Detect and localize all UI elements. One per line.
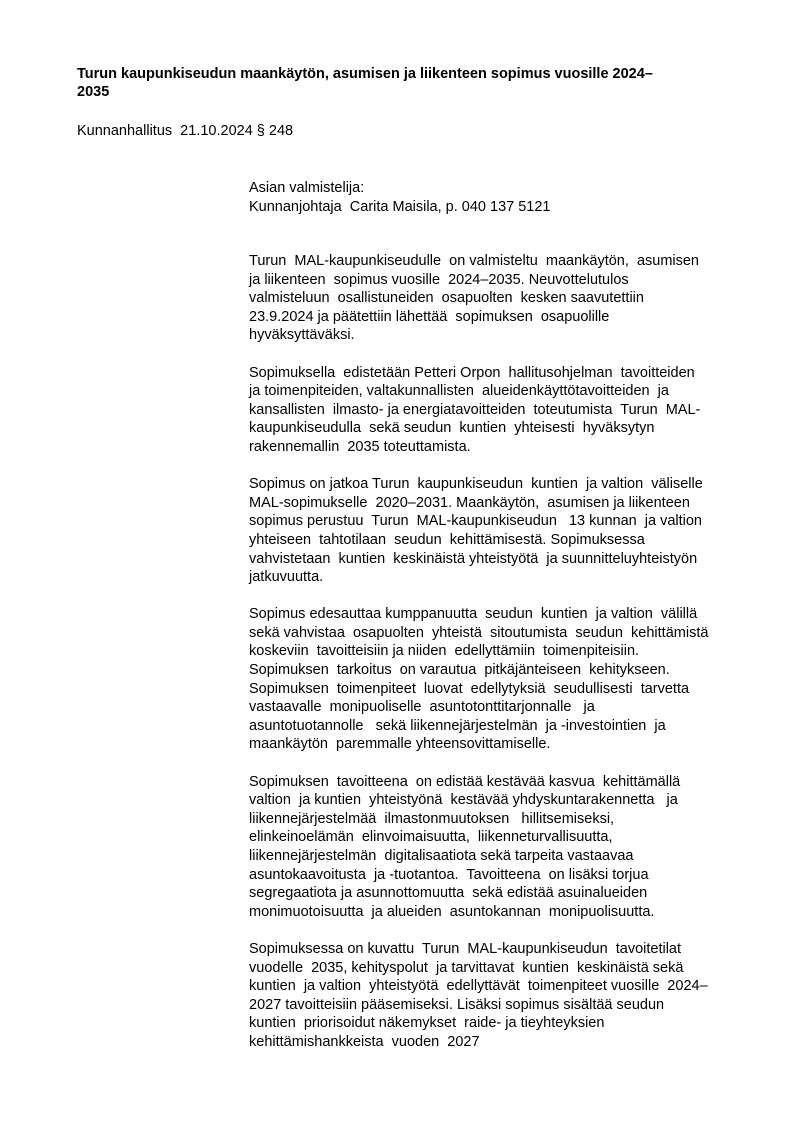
paragraph-line: Sopimuksen tarkoitus on varautua pitkäjänteiseen kehitykseen. bbox=[249, 662, 670, 679]
paragraph-line: segregaatiota ja asunnottomuutta sekä edistää asuinalueiden bbox=[249, 885, 648, 902]
paragraph bbox=[249, 252, 749, 345]
paragraph-line: liikennejärjestelmän digitalisaatiota sekä tarpeita vastaavaa bbox=[249, 848, 634, 864]
paragraph-line: vahvistetaan kuntien keskinäistä yhteistyötä ja suunnitteluyhteistyön bbox=[249, 550, 698, 567]
paragraph-line: asuntokaavoitusta ja -tuotantoa. Tavoitteena on lisäksi torjua bbox=[249, 866, 649, 883]
paragraph-line: kansallisten ilmasto- ja energiatavoitteiden toteutumista Turun MAL- bbox=[249, 401, 701, 418]
paragraph bbox=[249, 475, 749, 587]
preparer-name: Kunnanjohtaja Carita Maisila, p. 040 137 5121 bbox=[249, 199, 551, 215]
paragraph-line: Sopimuksessa on kuvattu Turun MAL-kaupunkiseudun tavoitetilat bbox=[249, 940, 682, 957]
paragraph-line: kaupunkiseudulla sekä seudun kuntien yhteisesti hyväksytyn bbox=[249, 420, 655, 437]
meeting-reference: Kunnanhallitus 21.10.2024 § 248 bbox=[77, 123, 294, 139]
paragraph-line: hyväksyttäväksi. bbox=[249, 327, 355, 344]
paragraph-line: vastaavalle monipuoliselle asuntotonttitarjonnalle ja bbox=[249, 699, 595, 716]
paragraph-line: maankäytön paremmalle yhteensovittamiselle. bbox=[249, 736, 551, 753]
paragraph-line: 2027 tavoitteisiin pääsemiseksi. Lisäksi sopimus sisältää seudun bbox=[249, 996, 665, 1013]
paragraph-line: 23.9.2024 ja päätettiin lähettää sopimuksen osapuolille bbox=[249, 308, 610, 325]
paragraph-line: Sopimus on jatkoa Turun kaupunkiseudun kuntien ja valtion väliselle bbox=[249, 476, 703, 493]
paragraph-line: Turun MAL-kaupunkiseudulle on valmisteltu maankäytön, asumisen bbox=[249, 253, 699, 269]
paragraph-line: vuodelle 2035, kehityspolut ja tarvittavat kuntien keskinäistä sekä bbox=[249, 959, 684, 976]
paragraph-line: kuntien priorisoidut näkemykset raide- ja tieyhteyksien bbox=[249, 1015, 605, 1032]
title-line: Turun kaupunkiseudun maankäytön, asumisen ja liikenteen sopimus vuosille 2024– bbox=[77, 66, 653, 82]
paragraph-line: jatkuvuutta. bbox=[249, 569, 324, 586]
document-body bbox=[249, 252, 749, 1070]
paragraph-line: asuntotuotannolle sekä liikennejärjestelmän ja -investointien ja bbox=[249, 717, 666, 734]
paragraph-line: kuntien ja valtion yhteistyötä edellyttävät toimenpiteet vuosille 2024– bbox=[249, 978, 708, 995]
paragraph-line: Sopimus edesauttaa kumppanuutta seudun kuntien ja valtion välillä bbox=[249, 606, 698, 623]
paragraph bbox=[249, 773, 749, 922]
paragraph bbox=[249, 940, 749, 1052]
paragraph-line: sekä vahvistaa osapuolten yhteistä sitoutumista seudun kehittämistä bbox=[249, 624, 709, 641]
paragraph-line: MAL-sopimukselle 2020–2031. Maankäytön, asumisen ja liikenteen bbox=[249, 494, 690, 511]
paragraph bbox=[249, 605, 749, 754]
paragraph-line: Sopimuksella edistetään Petteri Orpon hallitusohjelman tavoitteiden bbox=[249, 364, 695, 381]
paragraph-line: rakennemallin 2035 toteuttamista. bbox=[249, 438, 471, 455]
paragraph-line: kehittämishankkeista vuoden 2027 bbox=[249, 1033, 480, 1050]
paragraph bbox=[249, 364, 749, 457]
paragraph-line: valmisteluun osallistuneiden osapuolten kesken saavutettiin bbox=[249, 290, 644, 307]
paragraph-line: yhteiseen tahtotilaan seudun kehittämisestä. Sopimuksessa bbox=[249, 531, 645, 548]
paragraph-line: Sopimuksen tavoitteena on edistää kestävää kasvua kehittämällä bbox=[249, 773, 681, 790]
paragraph-line: ja liikenteen sopimus vuosille 2024–2035. Neuvottelutulos bbox=[249, 271, 629, 288]
preparer-label: Asian valmistelija: bbox=[249, 180, 365, 196]
document-title bbox=[77, 65, 737, 101]
paragraph-line: sopimus perustuu Turun MAL-kaupunkiseudun 13 kunnan ja valtion bbox=[249, 513, 702, 530]
paragraph-line: ja toimenpiteiden, valtakunnallisten alueidenkäyttötavoitteiden ja bbox=[249, 383, 669, 400]
paragraph-line: liikennejärjestelmää ilmastonmuutoksen hillitsemiseksi, bbox=[249, 810, 615, 827]
paragraph-line: koskeviin tavoitteisiin ja niiden edellyttämiin toimenpiteisiin. bbox=[249, 643, 640, 660]
preparer-info bbox=[249, 179, 550, 217]
paragraph-line: valtion ja kuntien yhteistyönä kestävää yhdyskuntarakennetta ja bbox=[249, 792, 678, 809]
paragraph-line: elinkeinoelämän elinvoimaisuutta, liikenneturvallisuutta, bbox=[249, 829, 613, 846]
paragraph-line: monimuotoisuutta ja alueiden asuntokannan monipuolisuutta. bbox=[249, 903, 655, 920]
title-line: 2035 bbox=[77, 84, 110, 100]
paragraph-line: Sopimuksen toimenpiteet luovat edellytyksiä seudullisesti tarvetta bbox=[249, 680, 690, 697]
